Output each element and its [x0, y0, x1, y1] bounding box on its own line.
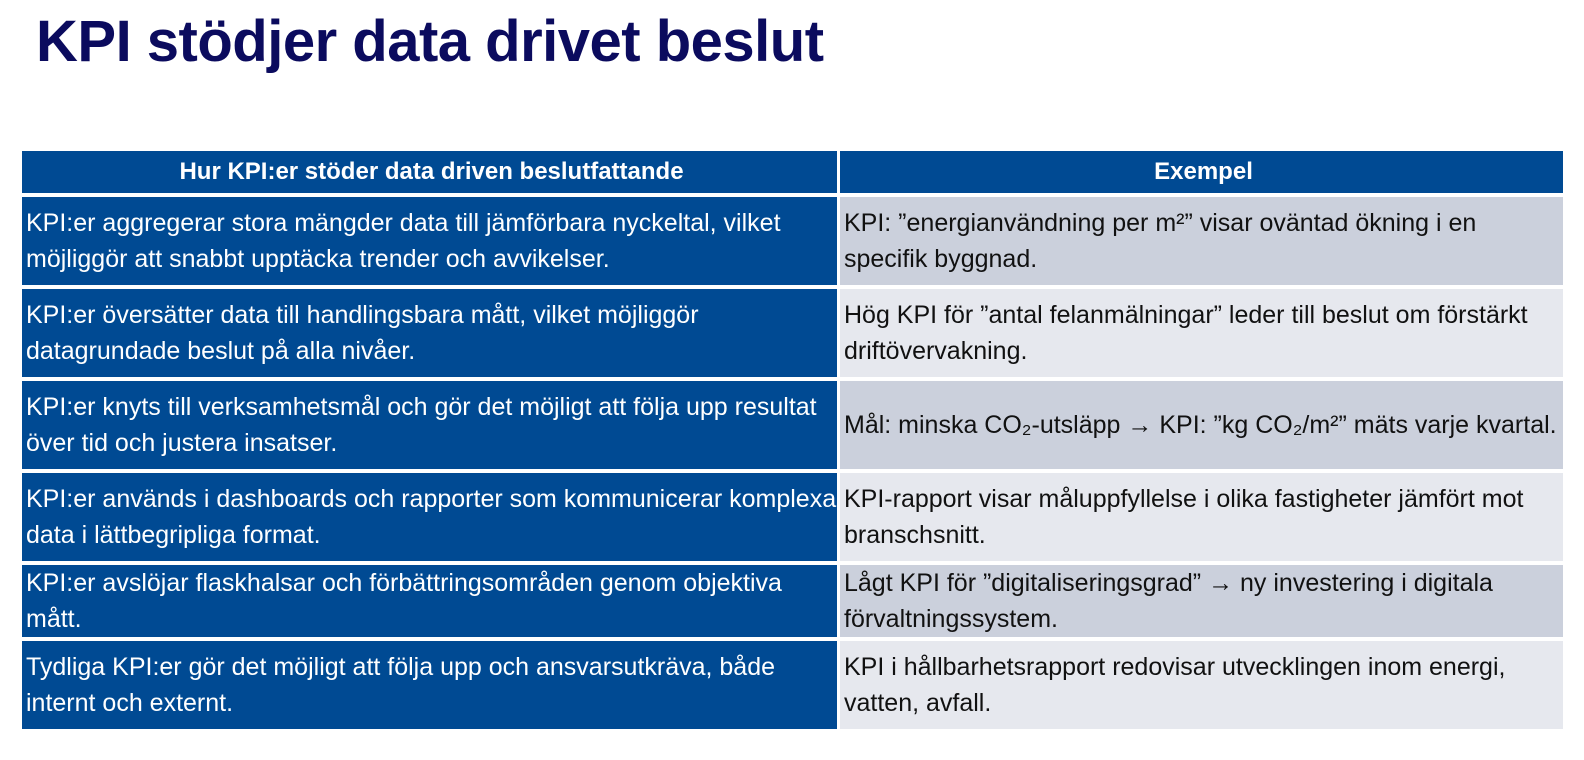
example-cell: KPI-rapport visar måluppfyllelse i olika fastigheter jämfört mot branschsnitt.: [840, 473, 1563, 565]
example-cell: Lågt KPI för ”digitaliseringsgrad” → ny investering i digitala förvaltningssystem.: [840, 565, 1563, 641]
table-row: [22, 289, 1563, 381]
table-row: [22, 565, 1563, 641]
how-cell: KPI:er översätter data till handlingsbara mått, vilket möjliggör datagrundade beslut på alla nivåer.: [22, 289, 840, 381]
table-header-row: [22, 151, 1563, 197]
example-cell: Hög KPI för ”antal felanmälningar” leder till beslut om förstärkt driftövervakning.: [840, 289, 1563, 381]
table-row: [22, 381, 1563, 473]
example-cell: KPI: ”energianvändning per m²” visar oväntad ökning i en specifik byggnad.: [840, 197, 1563, 289]
kpi-table: [22, 151, 1563, 733]
column-header-how: Hur KPI:er stöder data driven beslutfattande: [22, 151, 840, 197]
how-cell: KPI:er avslöjar flaskhalsar och förbättringsområden genom objektiva mått.: [22, 565, 840, 641]
how-cell: Tydliga KPI:er gör det möjligt att följa upp och ansvarsutkräva, både internt och externt.: [22, 641, 840, 733]
example-cell: KPI i hållbarhetsrapport redovisar utvecklingen inom energi, vatten, avfall.: [840, 641, 1563, 733]
how-cell: KPI:er aggregerar stora mängder data till jämförbara nyckeltal, vilket möjliggör att snabbt upptäcka trender och avvikelser.: [22, 197, 840, 289]
table-row: [22, 197, 1563, 289]
how-cell: KPI:er knyts till verksamhetsmål och gör det möjligt att följa upp resultat över tid och justera insatser.: [22, 381, 840, 473]
column-header-example: Exempel: [840, 151, 1563, 197]
table-row: [22, 641, 1563, 733]
table-row: [22, 473, 1563, 565]
example-cell: Mål: minska CO₂-utsläpp → KPI: ”kg CO₂/m²” mäts varje kvartal.: [840, 381, 1563, 473]
page-title: KPI stödjer data drivet beslut: [36, 9, 824, 74]
how-cell: KPI:er används i dashboards och rapporter som kommunicerar komplexa data i lättbegripliga format.: [22, 473, 840, 565]
